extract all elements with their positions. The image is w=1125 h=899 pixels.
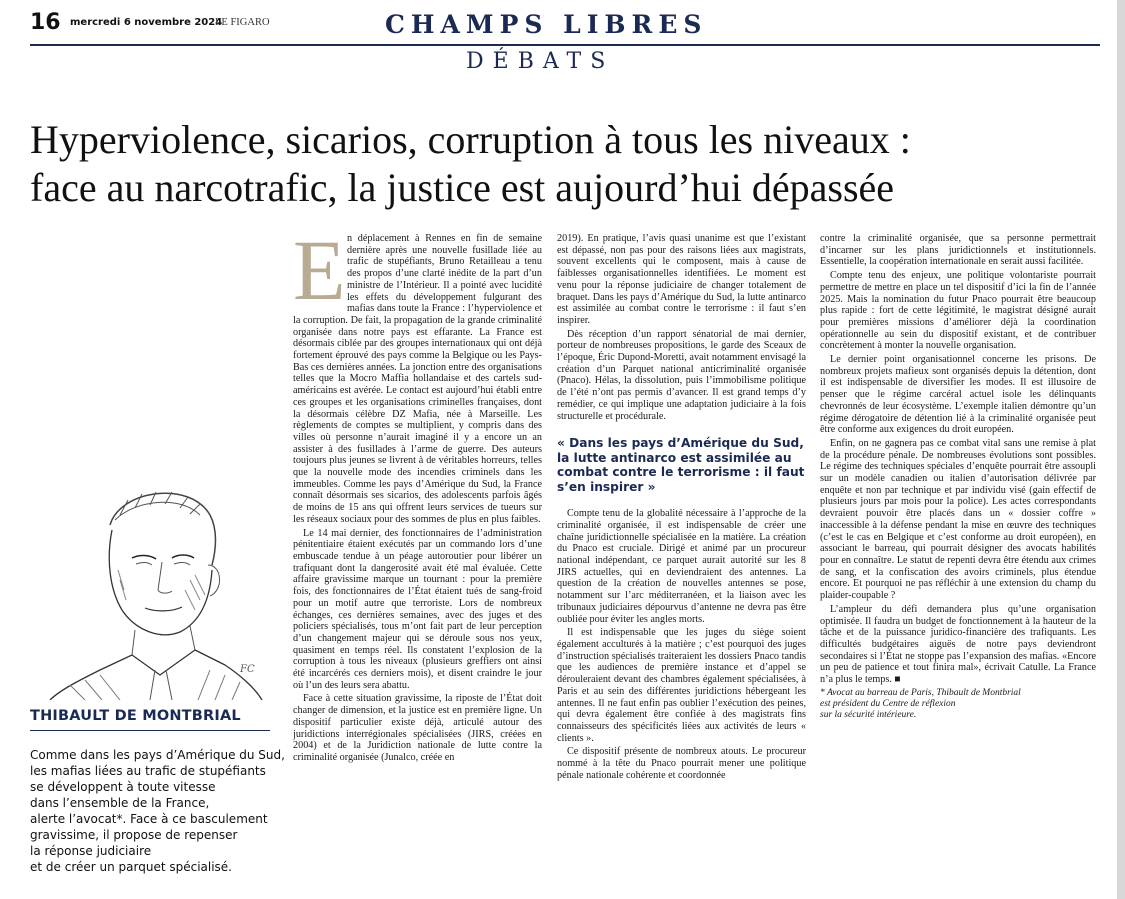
paragraph: L’ampleur du défi demandera plus qu’une organisation optimisée. Il faudra un budget de fonctionnement à la hauteur de la tâche et de la puissance juridico-financière des trafiquants. Les difficultés budgétaires aiguës de notre pays deviendront secondaires si l’État ne stoppe pas l’expansion des mafias. «Encore un peu de patience et tout finira mal», écrivait Catulle. La France n’a plus le temps. ■ [820, 603, 1096, 686]
article-column-3 [820, 233, 1096, 873]
paragraph: Compte tenu de la globalité nécessaire à l’approche de la criminalité organisée, il est indispensable de créer une chaîne juridictionnelle spécialisée en la matière. La création du Pnaco est cruciale. Dirigé et animé par un procureur national indépendant, ce parquet aurait autorité sur les 8 JIRS actuelles, qui en deviendraient des antennes. La question de la création de nouvelles antennes se pose, notamment sur l’arc méditerranéen, et la liaison avec les tribunaux judiciaires dépourvus d’antenne ne devra pas être oubliée pour éviter les angles morts. [557, 508, 806, 625]
paragraph: Enfin, on ne gagnera pas ce combat vital sans une remise à plat de la procédure pénale. De nombreuses évolutions sont possibles. Le régime des techniques spéciales d’enquête pourrait être assoupli sur un modèle canadien ou italien d’autorisation délivrée par enquête et non par technique et par individu visé (gain effectif de plusieurs jours par mois pour la police). Les actes correspondants devraient pouvoir être placés dans un « dossier coffre » inaccessible à la défense pendant la mise en œuvre des techniques (c’est le cas en Belgique et c’est conforme au droit européen), en associant le barreau, qui pourrait désigner des avocats habilités pour en connaître. Le statut de repenti devra être étendu aux crimes de sang, et la confiscation des avoirs criminels, plus étendue encore. Et pourquoi ne pas réfléchir à une extension du champ du plaider-coupable ? [820, 437, 1096, 602]
section-title: CHAMPS LIBRES [385, 10, 708, 39]
summary-line: dans l’ensemble de la France, [30, 796, 210, 810]
paragraph: contre la criminalité organisée, que sa personne permettrait d’incarner sur les plans juridictionnels et institutionnels. Essentielle, la coopération internationale en serait aussi facilitée. [820, 233, 1096, 268]
headline-line-2: face au narcotrafic, la justice est aujourd’hui dépassée [30, 165, 895, 210]
article-column-2 [557, 233, 806, 873]
summary-line: alerte l’avocat*. Face à ce basculement [30, 812, 268, 826]
paragraph: Le dernier point organisationnel concerne les prisons. De nombreux projets mafieux sont organisés depuis la détention, dont il est indispensable de diversifier les modes. Il est illusoire de penser que le régime carcéral actuel isole les délinquants chevronnés de leur écosystème. L’exemple italien démontre qu’un régime dérogatoire de détention lié à la criminalité organisée peut être conforme aux exigences du droit européen. [820, 354, 1096, 436]
page-edge-scrollbar[interactable] [1117, 0, 1125, 899]
paragraph: Il est indispensable que les juges du siège soient également acculturés à la matière ; c’est pourquoi des juges d’instruction spécialisés traiteraient les dossiers Pnaco tandis que les audiences de première instance et d’appel se dérouleraient devant des chambres également spécialisées, à Paris et au sein des différentes juridictions hébergeant les antennes. Il ne faut enfin pas oublier l’exécution des peines, qui devra également être confiée à des magistrats fins connaisseurs des spécificités liées aux activités de leurs « clients ». [557, 627, 806, 744]
footnote-line: sur la sécurité intérieure. [820, 709, 917, 720]
publication-date: mercredi 6 novembre 2024 [70, 17, 223, 28]
summary-line: gravissime, il propose de repenser [30, 828, 238, 842]
paragraph: Compte tenu des enjeux, une politique volontariste pourrait permettre de mettre en place un tel dispositif d’ici la fin de l’année 2025. Mais la nomination du futur Pnaco pourrait être beaucoup plus rapide : fort de cette légitimité, le magistrat désigné aurait pour premières missions d’améliorer déjà la coordination opérationnelle au sein du dispositif existant, et de contribuer concrètement à monter la nouvelle organisation. [820, 270, 1096, 352]
drop-cap: E [293, 233, 346, 318]
headline-line-1: Hyperviolence, sicarios, corruption à tous les niveaux : [30, 117, 911, 162]
paragraph: 2019). En pratique, l’avis quasi unanime est que l’existant est dépassé, non pas pour des raisons liées aux magistrats, souvent excellents qui le composent, mais à cause de faiblesses organisationnelles identifiées. Le moment est venu pour la réponse judiciaire de changer totalement de braquet. Dans les pays d’Amérique du Sud, la lutte antinarco est assimilée au combat contre le terrorisme : il faut s’en inspirer. [557, 233, 806, 326]
paragraph: n déplacement à Rennes en fin de semaine dernière après une nouvelle fusillade liée au trafic de stupéfiants, Bruno Retailleau a tenu des propos d’une clarté inédite de la part d’un ministre de l’Intérieur. Il a pointé avec lucidité les effets du développement fulgurant des mafias dans toute la France : l’hyperviolence et la corruption. De fait, la propagation de la grande criminalité organisée dans notre pays est effarante. La France est désormais ciblée par des groupes internationaux qui ont déjà fortement éprouvé des pays comme la Belgique ou les Pays-Bas ces dernières années. La jonction entre des organisations telles que la Mocro Maffia hollandaise et des cartels sud-américains est avérée. Le contact est aujourd’hui établi entre ces groupes et les organisations criminelles françaises, dont la désormais célèbre DZ Mafia, née à Marseille. Les règlements de comptes se multiplient, y compris dans des villes où personne n’aurait imaginé il y a encore un an assister à des fusillades à l’arme de guerre. Des auteurs toujours plus jeunes se livrent à de véritables horreurs, telles que la nouvelle mode des incendies criminels dans les immeubles. Comme les pays d’Amérique du Sud, la France connaît désormais ses sicarios, des adolescents parfois âgés de moins de 15 ans qui offrent leurs services de tueurs sur les réseaux sociaux pour des sommes de plus en plus faibles. [293, 233, 542, 525]
summary-line: Comme dans les pays d’Amérique du Sud, [30, 748, 285, 762]
paragraph: Le 14 mai dernier, des fonctionnaires de l’administration pénitentiaire étaient exécutés par un commando lors d’une embuscade tendue à un péage autoroutier pour libérer un trafiquant dont la dangerosité avait été mal évaluée. Cette affaire gravissime marque un tournant : pour la première fois, des fonctionnaires de l’État étaient tués de sang-froid pour un motif autre que terroriste. Lors de nombreux échanges, ces dernières semaines, avec des juges et des policiers spécialisés, tous m’ont fait part de leur perception d’un changement majeur qui se déroule sous nos yeux, quasiment en temps réel. Ils constatent l’explosion de la corruption à tous les niveaux (plusieurs greffiers ont ainsi été incarcérés ces derniers mois), et disent craindre le jour où l’un des leurs sera abattu. [293, 527, 542, 691]
article-summary [30, 747, 285, 875]
paragraph: Dès réception d’un rapport sénatorial de mai dernier, porteur de nombreuses propositions, le garde des Sceaux de l’époque, Éric Dupond-Moretti, avait notamment envisagé la création d’un Parquet national anticriminalité organisée (Pnaco). Hélas, la dissolution, puis l’immobilisme politique de l’été n’ont pas permis d’avancer. Il est grand temps d’y remédier, ce qui implique une adaptation judiciaire à la fois structurelle et procédurale. [557, 328, 806, 422]
portrait-signature: FC [240, 664, 255, 675]
article-column-1 [293, 233, 542, 873]
paragraph: Ce dispositif présente de nombreux atouts. Le procureur nommé à la tête du Pnaco pourrait mener une politique pénale nationale cohérente et coordonnée [557, 746, 806, 781]
newspaper-name: LE FIGARO [215, 17, 270, 28]
summary-line: et de créer un parquet spécialisé. [30, 860, 232, 874]
page-number: 16 [30, 10, 61, 35]
summary-line: se développent à toute vitesse [30, 780, 216, 794]
headline [30, 116, 1105, 212]
footnote-line: * Avocat au barreau de Paris, Thibault de Montbrial [820, 687, 1021, 698]
author-name: THIBAULT DE MONTBRIAL [30, 708, 241, 724]
paragraph: Face à cette situation gravissime, la riposte de l’État doit changer de dimension, et la justice est en première ligne. Un dispositif particulier existe déjà, articulé autour des juridictions interrégionales spécialisées (JIRS, créées en 2004) et de la Juridiction nationale de lutte contre la criminalité organisée (Junalco, créée en [293, 693, 542, 763]
footnote-line: est président du Centre de réflexion [820, 698, 956, 709]
author-portrait-sketch [40, 470, 265, 700]
summary-line: les mafias liées au trafic de stupéfiants [30, 764, 266, 778]
subsection-title: DÉBATS [466, 49, 615, 74]
summary-line: la réponse judiciaire [30, 844, 152, 858]
pull-quote: « Dans les pays d’Amérique du Sud, la lutte antinarco est assimilée au combat contre le terrorisme : il faut s’en inspirer » [557, 436, 805, 494]
header-rule [30, 44, 1100, 46]
author-footnote [820, 688, 1096, 721]
author-rule [30, 730, 270, 731]
